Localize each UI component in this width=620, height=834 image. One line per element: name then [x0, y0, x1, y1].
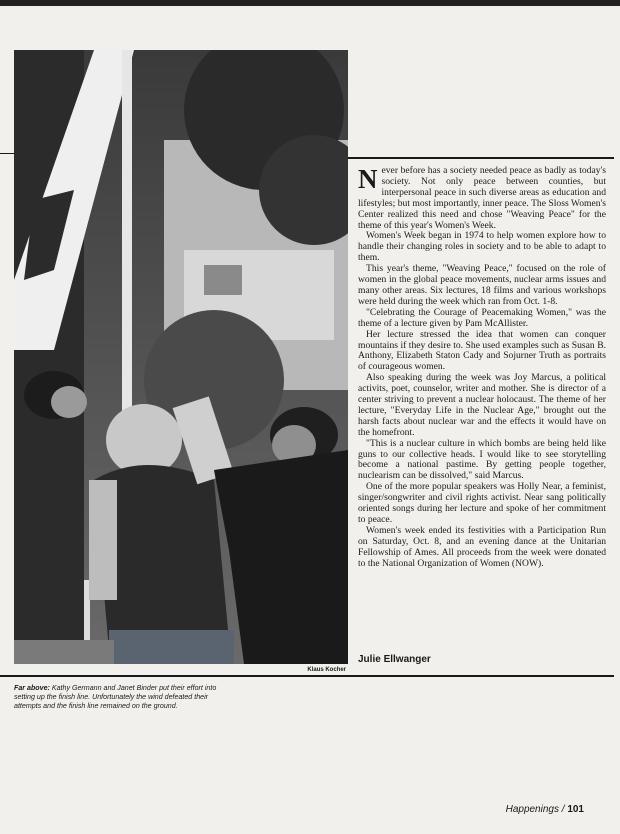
top-edge-bar [0, 0, 620, 6]
drop-cap: N [358, 164, 378, 194]
folio-section: Happenings / [505, 804, 568, 815]
photo-credit: Klaus Kocher [307, 667, 346, 673]
caption-text: Kathy Germann and Janet Binder put their effort into setting up the finish line. Unfortunately the wind defeated their attempts and the finish line remained on the ground. [14, 684, 217, 710]
article-paragraph: Also speaking during the week was Joy Marcus, a political activits, poet, counselor, writer and mother. She is director of a center striving to prevent a nuclear holocaust. The theme of her lecture, "Everyday Life in the Nuclear Age," brought out the harsh facts about nuclear war and the effects it would have on the homefront. [358, 372, 606, 438]
article-paragraph: Women's Week began in 1974 to help women explore how to handle their changing roles in society and to be able to adapt to them. [358, 230, 606, 264]
photo [14, 50, 348, 664]
photo-bottom-rule [0, 675, 614, 677]
page-folio [506, 804, 584, 815]
left-margin-rule [0, 153, 14, 154]
article-paragraph: This year's theme, "Weaving Peace," focused on the role of women in the global peace movements, nuclear arms issues and many other areas. Six lectures, 18 films and various workshops were held during the week which ran from Oct. 1-8. [358, 263, 606, 307]
article-paragraph: "This is a nuclear culture in which bombs are being held like guns to our collective heads. I would like to see storytelling become a national pastime. By getting people together, nuclearism can be dissolved," said Marcus. [358, 437, 606, 482]
caption-lead: Far above: [14, 684, 50, 692]
article-top-rule [348, 157, 614, 159]
article-paragraph: Her lecture stressed the idea that women can conquer mountains if they desire to. She used examples such as Susan B. Anthony, Elizabeth Staton Cady and Sojurner Truth as portraits of courageous women. [358, 328, 606, 373]
article-body [358, 166, 606, 570]
article-paragraph: One of the more popular speakers was Holly Near, a feminist, singer/songwriter and civil rights activist. Near sang politically oriented songs during her lecture and spoke of her commitment to peace. [358, 481, 606, 525]
article-paragraph: Never before has a society needed peace as badly as today's society. Not only peace between counties, but interpersonal peace in such diverse areas as education and lifestyles; but most importantly, inner peace. The Sloss Women's Center realized this need and chose "Weaving Peace" for the theme of this year's Women's Week. [358, 164, 606, 231]
article-paragraph: Women's week ended its festivities with a Participation Run on Saturday, Oct. 8, and an evening dance at the Unitarian Fellowship of Ames. All proceeds from the week were donated to the National Organization of Women (NOW). [358, 524, 606, 569]
article-paragraph: "Celebrating the Courage of Peacemaking Women," was the theme of a lecture given by Pam McAllister. [358, 306, 606, 329]
page-number: 101 [567, 804, 584, 815]
photo-image [14, 50, 348, 664]
byline: Julie Ellwanger [358, 654, 431, 665]
photo-caption [14, 684, 234, 711]
